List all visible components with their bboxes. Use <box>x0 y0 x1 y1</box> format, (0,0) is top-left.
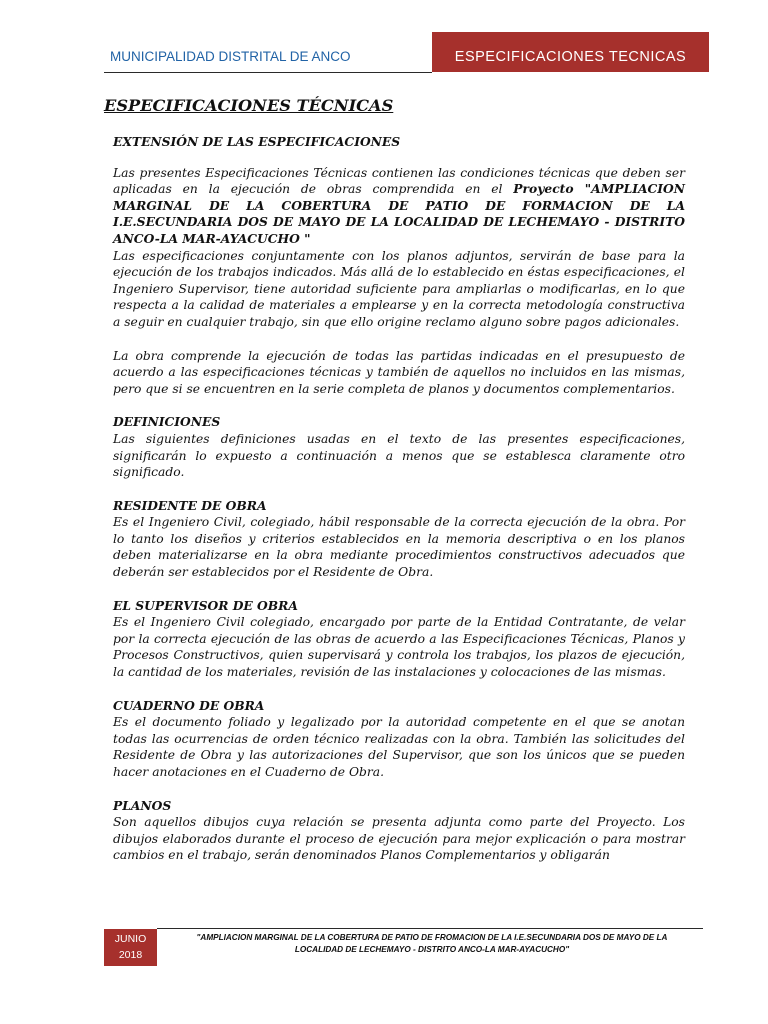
paragraph-extension-1-text: Las presentes Especificaciones Técnicas contienen las condiciones técnicas que deben ser aplicadas en la ejecución de obras comprendida en el <box>113 165 685 197</box>
footer-project-title: "AMPLIACION MARGINAL DE LA COBERTURA DE PATIO DE FROMACION DE LA I.E.SECUNDARIA DOS DE MAYO DE LA LOCALIDAD DE LECHEMAYO - DISTRITO ANCO-LA MAR-AYACUCHO" <box>196 933 668 954</box>
paragraph-supervisor: Es el Ingeniero Civil colegiado, encargado por parte de la Entidad Contratante, de velar por la correcta ejecución de las obras de acuerdo a las Especificaciones Técnicas, Planos y Procesos Constructivos, quien supervisará y controla los trabajos, los plazos de ejecución, la cantidad de los materiales, revisión de las instalaciones y colocaciones de las mismas. <box>113 615 685 680</box>
footer-month: JUNIO <box>114 933 147 945</box>
header-municipality: MUNICIPALIDAD DISTRITAL DE ANCO <box>110 49 351 64</box>
page-title: ESPECIFICACIONES TÉCNICAS <box>104 96 394 115</box>
section-heading-resident: RESIDENTE DE OBRA <box>113 497 267 513</box>
section-heading-supervisor: EL SUPERVISOR DE OBRA <box>113 597 298 613</box>
document-body <box>104 96 685 864</box>
paragraph-logbook: Es el documento foliado y legalizado por la autoridad competente en el que se anotan todas las ocurrencias de orden técnico realizadas con la obra. También las solicitudes del Residente de Obra y las autorizaciones del Supervisor, que son los únicos que se pueden hacer anotaciones en el Cuaderno de Obra. <box>113 715 685 779</box>
paragraph-extension-3: La obra comprende la ejecución de todas las partidas indicadas en el presupuesto de acuerdo a las especificaciones técnicas y también de aquellos no incluidos en las mismas, pero que si se encuentren en la serie completa de planos y documentos complementarios. <box>113 348 685 396</box>
footer-year: 2018 <box>118 949 143 961</box>
header-section-badge <box>432 32 709 72</box>
footer-date-badge <box>104 929 157 966</box>
section-heading-definitions: DEFINICIONES <box>113 414 221 430</box>
paragraph-definitions: Las siguientes definiciones usadas en el texto de las presentes especificaciones, significarán lo expuesto a continuación a menos que se establesca claramente otro significado. <box>113 431 685 480</box>
paragraph-extension-1 <box>113 165 685 248</box>
paragraph-plans: Son aquellos dibujos cuya relación se presenta adjunta como parte del Proyecto. Los dibujos elaborados durante el proceso de ejecución para mejor explicación o para mostrar cambios en el trabajo, serán denominados Planos Complementarios y obligarán <box>113 815 685 863</box>
footer-divider <box>157 928 703 929</box>
paragraph-resident: Es el Ingeniero Civil, colegiado, hábil responsable de la correcta ejecución de la obra. Por lo tanto los diseños y criterios establecidos en la memoria descriptiva o en los planos deben materializarse en la obra mediante procedimientos constructivos adecuados que deberán ser establecidos por el Residente de Obra. <box>113 515 685 580</box>
section-heading-logbook: CUADERNO DE OBRA <box>113 697 265 713</box>
project-name: Proyecto "AMPLIACION MARGINAL DE LA COBERTURA DE PATIO DE FORMACION DE LA I.E.SECUNDARIA DOS DE MAYO DE LA LOCALIDAD DE LECHEMAYO - DISTRITO ANCO-LA MAR-AYACUCHO " <box>113 181 685 246</box>
header-divider <box>104 72 432 73</box>
header-section-label: ESPECIFICACIONES TECNICAS <box>454 49 687 65</box>
section-heading-plans: PLANOS <box>113 797 172 813</box>
paragraph-extension-2: Las especificaciones conjuntamente con los planos adjuntos, servirán de base para la ejecución de los trabajos indicados. Más allá de lo establecido en éstas especificaciones, el Ingeniero Supervisor, tiene autoridad suficiente para ampliarlas o modificarlas, en lo que respecta a la calidad de materiales a emplearse y en la correcta metodología constructiva a seguir en cualquier trabajo, sin que ello origine reclamo alguno sobre pagos adicionales. <box>113 248 685 329</box>
section-heading-extension: EXTENSIÓN DE LAS ESPECIFICACIONES <box>113 134 401 149</box>
